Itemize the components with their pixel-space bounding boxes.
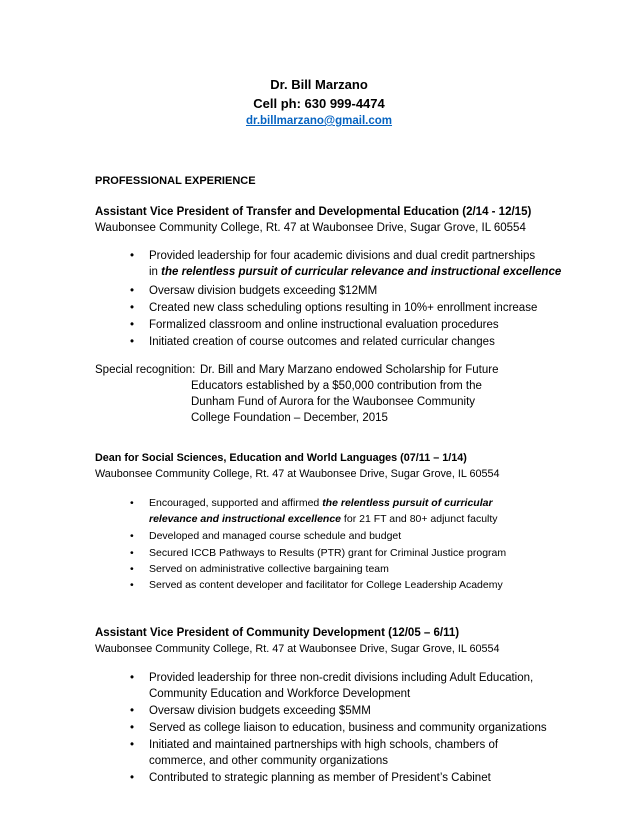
job-org: Waubonsee Community College, Rt. 47 at Waubonsee Drive, Sugar Grove, IL 60554 [95, 468, 500, 480]
bullet-icon: • [130, 705, 135, 717]
recognition-line: College Foundation – December, 2015 [191, 412, 388, 424]
recognition-line: Dunham Fund of Aurora for the Waubonsee Community [191, 396, 476, 408]
resume-page: Dr. Bill Marzano Cell ph: 630 999-4474 dr.billmarzano@gmail.com PROFESSIONAL EXPERIENCE Assistant Vice President of Transfer and Developmental Education (2/14 - 12/15) Waubonsee Community College, Rt. 47 at Waubonsee Drive, Sugar Grove, IL 60554 • Provided leadership for four academic divisions and dual credit partnerships in the relentless pursuit of curricular relevance and instructional excellence • Oversaw division budgets exceeding $12MM • Created new class scheduling options resulting in 10%+ enrollment increase • Formalized classroom and online instructional evaluation procedures • Initiated creation of course outcomes and related curricular changes Special recognition: Dr. Bill and Mary Marzano endowed Scholarship for Future Educators established by a $50,000 contribution from the Dunham Fund of Aurora for the Waubonsee Community College Foundation – December, 2015 Dean for Social Sciences, Education and World Languages (07/11 – 1/14) Waubonsee Community College, Rt. 47 at Waubonsee Drive, Sugar Grove, IL 60554 • Encouraged, supported and affirmed the relentless pursuit of curricular relevance and instructional excellence for 21 FT and 80+ adjunct faculty • Developed and managed course schedule and budget • Secured ICCB Pathways to Results (PTR) grant for Criminal Justice program • Served on administrative collective bargaining team • Served as content developer and facilitator for College Leadership Academy Assistant Vice President of Community Development (12/05 – 6/11) Waubonsee Community College, Rt. 47 at Waubonsee Drive, Sugar Grove, IL 60554 • Provided leadership for three non-credit divisions including Adult Education, Community Education and Workforce Development • Oversaw division budgets exceeding $5MM • Served as college liaison to education, business and community organizations • Initiated and maintained partnerships with high schools, chambers of commerce, and other community organizations • Contributed to strategic planning as member of President’s Cabinet [0, 0, 638, 826]
bullet-icon: • [130, 302, 135, 314]
job-org: Waubonsee Community College, Rt. 47 at Waubonsee Drive, Sugar Grove, IL 60554 [95, 643, 500, 655]
bullet-icon: • [130, 739, 135, 751]
recognition-label: Special recognition: [95, 364, 196, 376]
bullet-icon: • [130, 772, 135, 784]
job-title: Dean for Social Sciences, Education and World Languages (07/11 – 1/14) [95, 452, 467, 464]
recognition-line: Educators established by a $50,000 contribution from the [191, 380, 482, 392]
job-org: Waubonsee Community College, Rt. 47 at Waubonsee Drive, Sugar Grove, IL 60554 [95, 222, 526, 234]
resume-phone: Cell ph: 630 999-4474 [253, 96, 385, 111]
bullet-icon: • [130, 319, 135, 331]
bullet-icon: • [130, 497, 134, 509]
job-title: Assistant Vice President of Community Development (12/05 – 6/11) [95, 627, 460, 639]
bullet-icon: • [130, 250, 135, 262]
bullet-icon: • [130, 672, 135, 684]
section-title: PROFESSIONAL EXPERIENCE [95, 175, 256, 187]
resume-email-row [0, 115, 638, 127]
email-link[interactable]: dr.billmarzano@gmail.com [245, 115, 393, 127]
bullet-icon: • [130, 336, 135, 348]
bullet-icon: • [130, 563, 134, 575]
job-title: Assistant Vice President of Transfer and Developmental Education (2/14 - 12/15) [95, 206, 532, 218]
resume-name: Dr. Bill Marzano [270, 77, 368, 92]
recognition-line: Dr. Bill and Mary Marzano endowed Scholarship for Future [200, 364, 499, 376]
bullet-icon: • [130, 530, 134, 542]
bullet-icon: • [130, 285, 135, 297]
bullet-icon: • [130, 547, 134, 559]
bullet-icon: • [130, 579, 134, 591]
bullet-icon: • [130, 722, 135, 734]
